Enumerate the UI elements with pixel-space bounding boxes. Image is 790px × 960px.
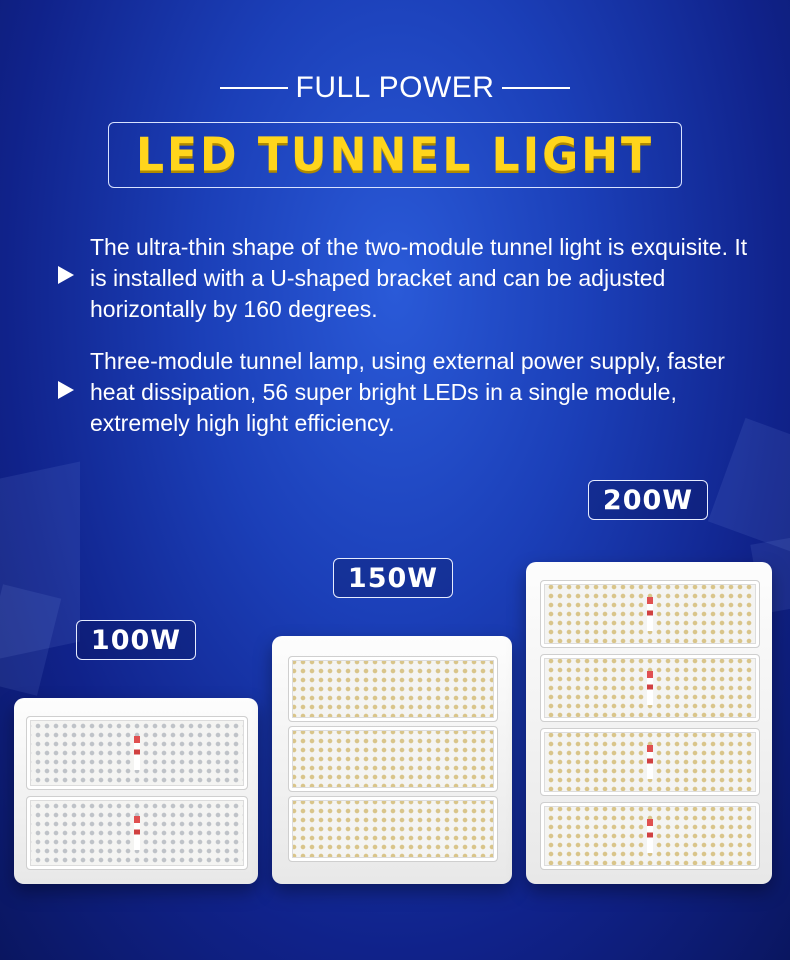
driver-chip [134,816,140,850]
led-module [540,728,760,796]
led-module [540,654,760,722]
bullet-arrow-icon [58,381,74,399]
driver-chip [647,819,653,853]
page-title: LED TUNNEL LIGHT [135,128,655,182]
lamp-200w [526,562,772,884]
badge-200w: 200W [588,480,708,520]
lamp-100w [14,698,258,884]
subtitle-right-line [502,87,570,89]
title-box [108,122,682,188]
badge-100w: 100W [76,620,196,660]
driver-chip [647,597,653,631]
led-module [26,716,248,790]
description-paragraph-1: The ultra-thin shape of the two-module tunnel light is exquisite. It is installed with a U-shaped bracket and can be adjusted horizontally by 160 degrees. [90,234,748,322]
led-module [288,726,498,792]
badge-150w: 150W [333,558,453,598]
driver-chip [134,736,140,770]
subtitle-left-line [220,87,288,89]
led-module [288,656,498,722]
driver-chip [647,745,653,779]
description-paragraph-2: Three-module tunnel lamp, using external power supply, faster heat dissipation, 56 super bright LEDs in a single module, extremely high light efficiency. [90,348,725,436]
led-module [26,796,248,870]
bullet-arrow-icon [58,266,74,284]
driver-chip [647,671,653,705]
header-subtitle-row [0,68,790,108]
led-module [540,580,760,648]
header-subtitle: FULL POWER [295,71,495,104]
led-module [540,802,760,870]
lamp-150w [272,636,512,884]
led-module [288,796,498,862]
